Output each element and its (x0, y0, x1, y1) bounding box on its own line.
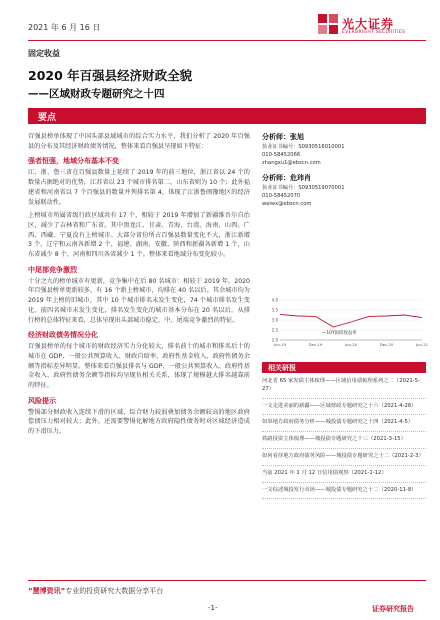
x-tick-label: Jun-21 (415, 342, 429, 347)
analyst-card-2 (262, 173, 426, 208)
y-tick-label: 4.0 (271, 297, 278, 303)
logo-text-en: EVERBRIGHT SECURITIES (342, 30, 406, 35)
related-reports-banner (262, 362, 426, 373)
analyst-cert-2: 执业证书编号：S0930519070001 (262, 185, 345, 191)
x-tick-label: Dec-19 (308, 342, 323, 347)
related-report-item[interactable]: 一文走进美丽的新疆——区域财政专题研究之十六（2021-4-26） (262, 403, 426, 416)
footer-divider (28, 580, 426, 581)
yield-chart-svg (262, 296, 429, 358)
section-heading-distribution: 强者恒强，地域分布基本不变 (28, 157, 119, 166)
report-title: 2020 年百强县经济财政全貌 (28, 68, 193, 83)
logo-text-cn: 光大证券 (342, 17, 395, 31)
analyst-name-1: 分析师：张旭 (262, 133, 304, 141)
finance-paragraph: 百强县榜单的每个城市的财政经济实力分化较大，排名前十的城市和排名后十的城市在 GDP、一般公共预算收入、财政自给率、政府性基金收入、政府性债务余额等指标差异明显。整体来看百强县排名与 GDP、一般公共预算收入、政府性基金收入、政府性债务余额等指标均呈现负相关关系，体现了规模越大排名越靠前的特征。 (28, 343, 250, 390)
summary-column (28, 132, 250, 437)
related-report-item[interactable]: 如何看待地方政府债务风险——城投债专题研究之十二（2021-2-3） (262, 453, 426, 466)
analyst-email-1[interactable]: zhangxu1@ebscn.com (262, 160, 321, 166)
related-report-item[interactable]: 当前 2021 年 1 月 12 日信用债观察（2021-1-12） (262, 470, 426, 483)
report-subtitle: ——区域财政专题研究之十四 (28, 88, 165, 100)
section-heading-competition: 中尾部竞争激烈 (28, 265, 77, 274)
section-heading-risk: 风险提示 (28, 396, 56, 405)
analyst-card-1 (262, 132, 426, 167)
footer-note-quote: “慧博资讯” (28, 587, 66, 595)
related-report-item[interactable]: 如皋地方政府债务分析——城投债专题研究之十四（2021-4-5） (262, 419, 426, 432)
analyst-name-2: 分析师：危玮肖 (262, 174, 311, 182)
x-tick-label: Jun-19 (273, 342, 287, 347)
footer-note-text: 专业的投资研究大数据分享平台 (65, 587, 164, 595)
intro-paragraph: 百强县榜单体现了中国头部县域城市的综合实力水平，我们分析了 2020 年百强县的分布及其经济财政债务情况，整体来看百强县呈现如下特征： (28, 133, 250, 150)
y-tick-label: 3.5 (271, 307, 278, 313)
related-report-item[interactable]: 铁路投资主体梳理——城投债专题研究之十三（2021-3-15） (262, 436, 426, 449)
y-tick-label: 3.0 (271, 317, 278, 323)
y-tick-label: 2.0 (271, 337, 278, 343)
logo-mark-icon (318, 14, 338, 36)
distribution-paragraph-1: 江、浙、鲁三省在百强县数量上延续了 2019 年的前三地位，浙江省以 24 个的数量占据绝对的优势，江苏省以 23 个城市排名第二，山东省则为 10 个；此外福建省和河南省以 7 个百强县的数量并列排名第 4，体现了江浙鲁闽豫地区的经济发展联动性。 (28, 169, 250, 206)
related-reports-list (262, 378, 426, 503)
company-logo (318, 14, 428, 40)
legend-entry: —10Y国债收益率 (322, 331, 357, 336)
key-points-label: 要点 (38, 113, 57, 123)
yield-chart (262, 296, 429, 358)
competition-paragraph: 十分之九的榜单城市有更新，竞争集中在后 80 名城市：相较于 2019 年，2020 年百强县榜单更新较多，有 16 个新上榜城市，均排在 40 名以后。其余城市均为 2019 年上榜的旧城市，其中 10 个城市排名未发生变化，74 个城市排名发生变化。前四名城市未发生变化，排名发生变化的城市基本分布在 20 名以后。从排行榜的总体特征来看，总体呈现出头部城市稳定，中、尾端竞争激烈的特征。 (28, 277, 250, 324)
page-number: -1- (208, 604, 218, 612)
related-report-item[interactable]: 河北省 65 家发债主体梳理——区域信用债梳理系列之二（2021-5-27） (262, 378, 426, 399)
related-report-item[interactable]: 一文综述城投发行市场——城投债专题研究之十二（2020-11-8） (262, 487, 426, 500)
x-tick-label: Jun-20 (344, 342, 358, 347)
footer-note (28, 586, 163, 596)
key-points-banner (28, 108, 426, 124)
series-line (280, 314, 422, 327)
analyst-column (262, 132, 426, 218)
x-tick-label: Dec-20 (379, 342, 394, 347)
footer-brand: 证券研究报告 (372, 605, 414, 613)
header-divider (28, 40, 426, 41)
analyst-phone-2: 010-58452070 (262, 193, 301, 199)
analyst-email-2[interactable]: weiwx@ebscn.com (262, 201, 312, 207)
y-tick-label: 2.5 (271, 327, 278, 333)
section-heading-finance: 经济财政债务情况分化 (28, 331, 98, 340)
related-reports-label: 相关研报 (268, 364, 296, 372)
risk-paragraph: 警惕部分财政收入连续下滑的区域，综合财力较弱叠加债务余额较高的地区政府偿债压力相对较大；此外，还需要警惕化解地方政府隐性债务时对区域经济造成的下滑压力。 (28, 408, 250, 436)
analyst-phone-1: 010-58452066 (262, 152, 301, 158)
analyst-cert-1: 执业证书编号：S0930516010001 (262, 144, 345, 150)
report-category: 固定收益 (28, 49, 60, 58)
report-date: 2021 年 6 月 16 日 (28, 23, 101, 32)
distribution-paragraph-2: 上榜城市所属省级行政区域共有 17 个，相较于 2019 年增加了新疆维吾尔自治区，减少了吉林省和广东省。其中黑龙江、甘肃、青海、台湾、海南、山西、广西、西藏、宁夏没有上榜城市。大部分省份所占百强县数量变化不大，浙江新增 3 个，辽宁和云南各新增 2 个，福建、湖南、安徽、陕西和新疆各新增 1 个，山东省减少 8 个，河南和四川各省减少 1 个。整体来看地域分布变化较小。 (28, 212, 250, 259)
